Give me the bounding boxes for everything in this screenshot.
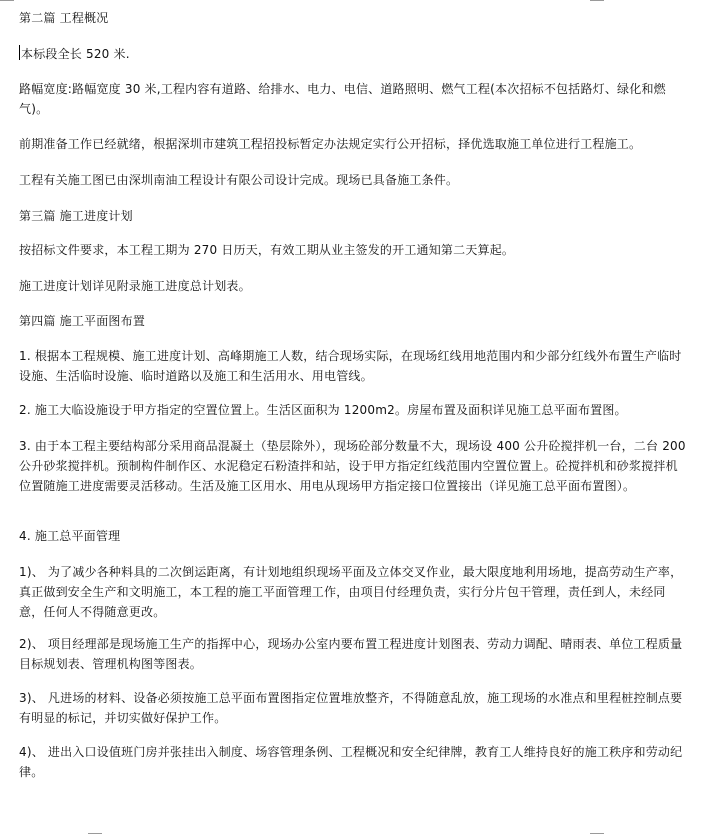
paragraph-length-text: 本标段全长 520 米. [21, 47, 130, 61]
paragraph-road-width: 路幅宽度:路幅宽度 30 米,工程内容有道路、给排水、电力、电信、道路照明、燃气工程(本次招标不包括路灯、绿化和燃气)。 [19, 82, 666, 116]
management-item-2: 2)、 项目经理部是现场施工生产的指挥中心，现场办公室内要布置工程进度计划图表、劳动力调配、晴雨表、单位工程质量目标规划表、管理机构图等图表。 [19, 637, 683, 671]
section3-heading: 第三篇 施工进度计划 [19, 209, 133, 223]
paragraph-duration: 按招标文件要求，本工程工期为 270 日历天，有效工期从业主签发的开工通知第二天算起。 [19, 243, 515, 257]
section4-subheading: 4. 施工总平面管理 [19, 529, 121, 543]
paragraph-schedule: 施工进度计划详见附录施工进度总计划表。 [19, 279, 251, 293]
paragraph-drawings: 工程有关施工图已由深圳南油工程设计有限公司设计完成。现场已具备施工条件。 [19, 173, 459, 187]
management-item-4: 4)、 进出入口设值班门房并张挂出入制度、场容管理条例、工程概况和安全纪律牌，教育工人维持良好的施工秩序和劳动纪律。 [19, 745, 683, 779]
crop-mark-top-right [590, 0, 604, 1]
paragraph-length[interactable] [19, 44, 689, 64]
section2-heading: 第二篇 工程概况 [19, 11, 109, 25]
section4-heading: 第四篇 施工平面图布置 [19, 314, 146, 328]
crop-mark-bottom-left [88, 833, 102, 834]
crop-mark-top-left [0, 0, 14, 1]
management-item-1: 1)、 为了减少各种料具的二次倒运距离，有计划地组织现场平面及立体交叉作业，最大限度地利用场地，提高劳动生产率，真正做到安全生产和文明施工，本工程的施工平面管理工作，由项目付经理负责，实行分片包干管理，责任到人，未经同意，任何人不得随意更改。 [19, 565, 683, 619]
paragraph-preparation: 前期准备工作已经就绪，根据深圳市建筑工程招投标暂定办法规定实行公开招标，择优选取施工单位进行工程施工。 [19, 137, 642, 151]
text-cursor [19, 45, 20, 60]
crop-mark-bottom-right [590, 833, 604, 834]
management-item-3: 3)、 凡进场的材料、设备必须按施工总平面布置图指定位置堆放整齐，不得随意乱放，施工现场的水准点和里程桩控制点要有明显的标记，并切实做好保护工作。 [19, 691, 683, 725]
list-item-3: 3. 由于本工程主要结构部分采用商品混凝土（垫层除外），现场砼部分数量不大，现场设 400 公升砼搅拌机一台，二台 200 公升砂浆搅拌机。预制构件制作区、水泥稳定石粉渣拌和站，设于甲方指定红线范围内空置位置上。砼搅拌机和砂浆搅拌机位置随施工进度需要灵活移动。生活及施工区用水、用电从现场甲方指定接口位置接出（详见施工总平面布置图）。 [19, 439, 686, 493]
list-item-1: 1. 根据本工程规模、施工进度计划、高峰期施工人数，结合现场实际，在现场红线用地范围内和少部分红线外布置生产临时设施、生活临时设施、临时道路以及施工和生活用水、用电管线。 [19, 349, 682, 383]
list-item-2: 2. 施工大临设施设于甲方指定的空置位置上。生活区面积为 1200m2。房屋布置及面积详见施工总平面布置图。 [19, 403, 627, 417]
